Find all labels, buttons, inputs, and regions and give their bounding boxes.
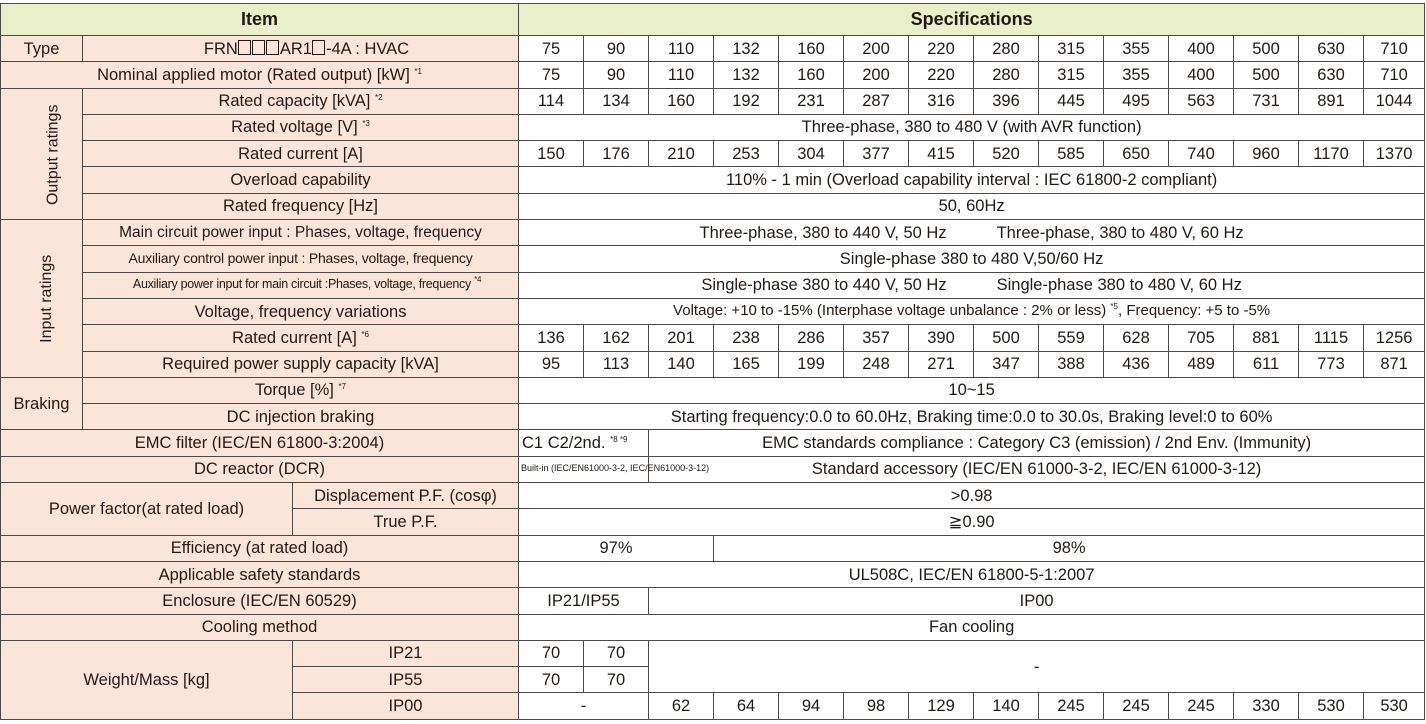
cell: 114 bbox=[519, 88, 584, 114]
output-voltage-row bbox=[1, 114, 1425, 140]
cell: 611 bbox=[1234, 351, 1299, 377]
cell: 650 bbox=[1104, 141, 1169, 167]
cell: 271 bbox=[909, 351, 974, 377]
type-model: 90 bbox=[584, 36, 649, 62]
cell: 110 bbox=[649, 62, 714, 88]
cell: 1115 bbox=[1299, 325, 1364, 351]
cell: 740 bbox=[1169, 141, 1234, 167]
cell: 585 bbox=[1039, 141, 1104, 167]
type-code: FRN AR1 -4A : HVAC bbox=[83, 36, 519, 62]
span-cell: 98% bbox=[714, 535, 1425, 561]
cell: 347 bbox=[974, 351, 1039, 377]
type-model: 132 bbox=[714, 36, 779, 62]
span-cell: - bbox=[649, 640, 1425, 693]
span-cell: ≧0.90 bbox=[519, 509, 1425, 535]
row-label: Weight/Mass [kg] bbox=[1, 640, 293, 719]
code-box-icon bbox=[238, 40, 251, 55]
span-cell: Three-phase, 380 to 480 V (with AVR function) bbox=[519, 114, 1425, 140]
cell: 315 bbox=[1039, 62, 1104, 88]
specifications-header: Specifications bbox=[519, 4, 1425, 36]
cell: 960 bbox=[1234, 141, 1299, 167]
cell: 248 bbox=[844, 351, 909, 377]
cell: 559 bbox=[1039, 325, 1104, 351]
type-model: 630 bbox=[1299, 36, 1364, 62]
cell: 630 bbox=[1299, 62, 1364, 88]
cell: 773 bbox=[1299, 351, 1364, 377]
cell: 64 bbox=[714, 693, 779, 719]
cell: 160 bbox=[779, 62, 844, 88]
cell: 445 bbox=[1039, 88, 1104, 114]
cell: 75 bbox=[519, 62, 584, 88]
row-sublabel: IP21 bbox=[293, 640, 519, 666]
span-cell: Single-phase 380 to 440 V, 50 Hz Single-phase 380 to 480 V, 60 Hz bbox=[519, 272, 1425, 298]
cell: 286 bbox=[779, 325, 844, 351]
type-label: Type bbox=[1, 36, 83, 62]
cell: 388 bbox=[1039, 351, 1104, 377]
cell: 129 bbox=[909, 693, 974, 719]
cell: 520 bbox=[974, 141, 1039, 167]
cell: 70 bbox=[519, 667, 584, 693]
cell: 390 bbox=[909, 325, 974, 351]
cell: 220 bbox=[909, 62, 974, 88]
span-cell: 97% bbox=[519, 535, 714, 561]
row-sublabel: True P.F. bbox=[293, 509, 519, 535]
type-model: 355 bbox=[1104, 36, 1169, 62]
input-aux-row bbox=[1, 246, 1425, 272]
cell: 357 bbox=[844, 325, 909, 351]
cell: 238 bbox=[714, 325, 779, 351]
row-sublabel: IP00 bbox=[293, 693, 519, 719]
cell: 62 bbox=[649, 693, 714, 719]
cell: 192 bbox=[714, 88, 779, 114]
row-label: Efficiency (at rated load) bbox=[1, 535, 519, 561]
span-cell: - bbox=[519, 693, 649, 719]
cell: 150 bbox=[519, 141, 584, 167]
type-model: 280 bbox=[974, 36, 1039, 62]
span-cell: >0.98 bbox=[519, 483, 1425, 509]
output-frequency-row bbox=[1, 193, 1425, 219]
cell: 1256 bbox=[1364, 325, 1425, 351]
row-label: Enclosure (IEC/EN 60529) bbox=[1, 588, 519, 614]
type-model: 400 bbox=[1169, 36, 1234, 62]
cell: 165 bbox=[714, 351, 779, 377]
cell: 881 bbox=[1234, 325, 1299, 351]
cell: 113 bbox=[584, 351, 649, 377]
item-header: Item bbox=[1, 4, 519, 36]
row-label: Overload capability bbox=[83, 167, 519, 193]
cooling-row bbox=[1, 614, 1425, 640]
cell: 136 bbox=[519, 325, 584, 351]
weight-ip21-row bbox=[1, 640, 1425, 666]
cell: 1044 bbox=[1364, 88, 1425, 114]
emc-first-cell: C1 C2/2nd. $^{*8 *9}$ bbox=[519, 430, 649, 456]
row-label: Auxiliary control power input : Phases, voltage, frequency bbox=[83, 246, 519, 272]
emc-row bbox=[1, 430, 1425, 456]
enclosure-row bbox=[1, 588, 1425, 614]
cell: 200 bbox=[844, 62, 909, 88]
cell: 94 bbox=[779, 693, 844, 719]
span-cell: Starting frequency:0.0 to 60.0Hz, Braking time:0.0 to 30.0s, Braking level:0 to 60% bbox=[519, 404, 1425, 430]
cell: 70 bbox=[584, 667, 649, 693]
dcr-row bbox=[1, 456, 1425, 482]
cell: 95 bbox=[519, 351, 584, 377]
cell: 710 bbox=[1364, 62, 1425, 88]
cell: 355 bbox=[1104, 62, 1169, 88]
cell: 377 bbox=[844, 141, 909, 167]
cell: 530 bbox=[1364, 693, 1425, 719]
cell: 304 bbox=[779, 141, 844, 167]
cell: 160 bbox=[649, 88, 714, 114]
cell: 436 bbox=[1104, 351, 1169, 377]
row-label: Power factor(at rated load) bbox=[1, 483, 293, 536]
row-label: Rated current [A] bbox=[83, 141, 519, 167]
dcr-first-cell: Built-in (IEC/EN61000-3-2, IEC/EN61000-3-12) bbox=[519, 456, 649, 482]
cell: 140 bbox=[974, 693, 1039, 719]
safety-row bbox=[1, 561, 1425, 587]
span-cell: Fan cooling bbox=[519, 614, 1425, 640]
output-current-row bbox=[1, 141, 1425, 167]
cell: 98 bbox=[844, 693, 909, 719]
row-label: Rated voltage [V] $^{*3}$ bbox=[83, 114, 519, 140]
cell: 530 bbox=[1299, 693, 1364, 719]
row-label: Torque [%] $^{*7}$ bbox=[83, 377, 519, 403]
input-variation-row bbox=[1, 298, 1425, 324]
cell: 316 bbox=[909, 88, 974, 114]
row-sublabel: IP55 bbox=[293, 667, 519, 693]
type-model: 500 bbox=[1234, 36, 1299, 62]
row-label: Rated frequency [Hz] bbox=[83, 193, 519, 219]
span-cell: IP21/IP55 bbox=[519, 588, 649, 614]
cell: 500 bbox=[974, 325, 1039, 351]
braking-group: Braking bbox=[1, 377, 83, 430]
output-capacity-row bbox=[1, 88, 1425, 114]
row-label: DC injection braking bbox=[83, 404, 519, 430]
cell: 628 bbox=[1104, 325, 1169, 351]
row-label: Rated current [A] $^{*6}$ bbox=[83, 325, 519, 351]
row-sublabel: Displacement P.F. (cosφ) bbox=[293, 483, 519, 509]
cell: 891 bbox=[1299, 88, 1364, 114]
braking-torque-row bbox=[1, 377, 1425, 403]
cell: 176 bbox=[584, 141, 649, 167]
span-cell: Single-phase 380 to 480 V,50/60 Hz bbox=[519, 246, 1425, 272]
cell: 330 bbox=[1234, 693, 1299, 719]
row-label: Auxiliary power input for main circuit :Phases, voltage, frequency $^{*4}$ bbox=[83, 272, 519, 298]
output-ratings-group: Output ratings bbox=[1, 88, 83, 219]
cell: 70 bbox=[584, 640, 649, 666]
motor-row bbox=[1, 62, 1425, 88]
type-model: 315 bbox=[1039, 36, 1104, 62]
cell: 201 bbox=[649, 325, 714, 351]
row-label: Required power supply capacity [kVA] bbox=[83, 351, 519, 377]
cell: 134 bbox=[584, 88, 649, 114]
span-cell: 10~15 bbox=[519, 377, 1425, 403]
cell: 563 bbox=[1169, 88, 1234, 114]
span-cell: EMC standards compliance : Category C3 (emission) / 2nd Env. (Immunity) bbox=[649, 430, 1425, 456]
row-label: Applicable safety standards bbox=[1, 561, 519, 587]
cell: 1170 bbox=[1299, 141, 1364, 167]
cell: 287 bbox=[844, 88, 909, 114]
cell: 140 bbox=[649, 351, 714, 377]
cell: 1370 bbox=[1364, 141, 1425, 167]
span-cell: 50, 60Hz bbox=[519, 193, 1425, 219]
type-model: 160 bbox=[779, 36, 844, 62]
cell: 396 bbox=[974, 88, 1039, 114]
cell: 70 bbox=[519, 640, 584, 666]
cell: 199 bbox=[779, 351, 844, 377]
type-model: 200 bbox=[844, 36, 909, 62]
cell: 731 bbox=[1234, 88, 1299, 114]
cell: 210 bbox=[649, 141, 714, 167]
efficiency-row bbox=[1, 535, 1425, 561]
span-cell: Standard accessory (IEC/EN 61000-3-2, IEC/EN 61000-3-12) bbox=[649, 456, 1425, 482]
row-label: Cooling method bbox=[1, 614, 519, 640]
motor-label: Nominal applied motor (Rated output) [kW] $^{*1}$ bbox=[1, 62, 519, 88]
span-cell: UL508C, IEC/EN 61800-5-1:2007 bbox=[519, 561, 1425, 587]
row-label: Rated capacity [kVA] $^{*2}$ bbox=[83, 88, 519, 114]
input-aux-main-row bbox=[1, 272, 1425, 298]
cell: 489 bbox=[1169, 351, 1234, 377]
row-label: Voltage, frequency variations bbox=[83, 298, 519, 324]
pf-disp-row bbox=[1, 483, 1425, 509]
specifications-table bbox=[0, 3, 1425, 720]
code-box-icon bbox=[266, 40, 279, 55]
cell: 132 bbox=[714, 62, 779, 88]
cell: 495 bbox=[1104, 88, 1169, 114]
cell: 245 bbox=[1039, 693, 1104, 719]
row-label: EMC filter (IEC/EN 61800-3:2004) bbox=[1, 430, 519, 456]
span-cell: IP00 bbox=[649, 588, 1425, 614]
span-cell: 110% - 1 min (Overload capability interval : IEC 61800-2 compliant) bbox=[519, 167, 1425, 193]
input-supply-row bbox=[1, 351, 1425, 377]
type-model: 220 bbox=[909, 36, 974, 62]
cell: 162 bbox=[584, 325, 649, 351]
code-box-icon bbox=[252, 40, 265, 55]
type-model: 710 bbox=[1364, 36, 1425, 62]
span-cell: Three-phase, 380 to 440 V, 50 Hz Three-phase, 380 to 480 V, 60 Hz bbox=[519, 220, 1425, 246]
cell: 500 bbox=[1234, 62, 1299, 88]
input-ratings-group: Input ratings bbox=[1, 220, 83, 378]
cell: 415 bbox=[909, 141, 974, 167]
braking-dc-row bbox=[1, 404, 1425, 430]
type-row bbox=[1, 36, 1425, 62]
span-cell: Voltage: +10 to -15% (Interphase voltage unbalance : 2% or less) $^{*5}$, Frequency: +5 to -5% bbox=[519, 298, 1425, 324]
cell: 871 bbox=[1364, 351, 1425, 377]
cell: 90 bbox=[584, 62, 649, 88]
output-overload-row bbox=[1, 167, 1425, 193]
row-label: DC reactor (DCR) bbox=[1, 456, 519, 482]
cell: 705 bbox=[1169, 325, 1234, 351]
header-row bbox=[1, 4, 1425, 36]
input-current-row bbox=[1, 325, 1425, 351]
cell: 400 bbox=[1169, 62, 1234, 88]
type-model: 75 bbox=[519, 36, 584, 62]
cell: 245 bbox=[1104, 693, 1169, 719]
input-main-row bbox=[1, 220, 1425, 246]
cell: 280 bbox=[974, 62, 1039, 88]
code-box-icon bbox=[312, 40, 325, 55]
row-label: Main circuit power input : Phases, voltage, frequency bbox=[83, 220, 519, 246]
cell: 245 bbox=[1169, 693, 1234, 719]
cell: 253 bbox=[714, 141, 779, 167]
cell: 231 bbox=[779, 88, 844, 114]
type-model: 110 bbox=[649, 36, 714, 62]
